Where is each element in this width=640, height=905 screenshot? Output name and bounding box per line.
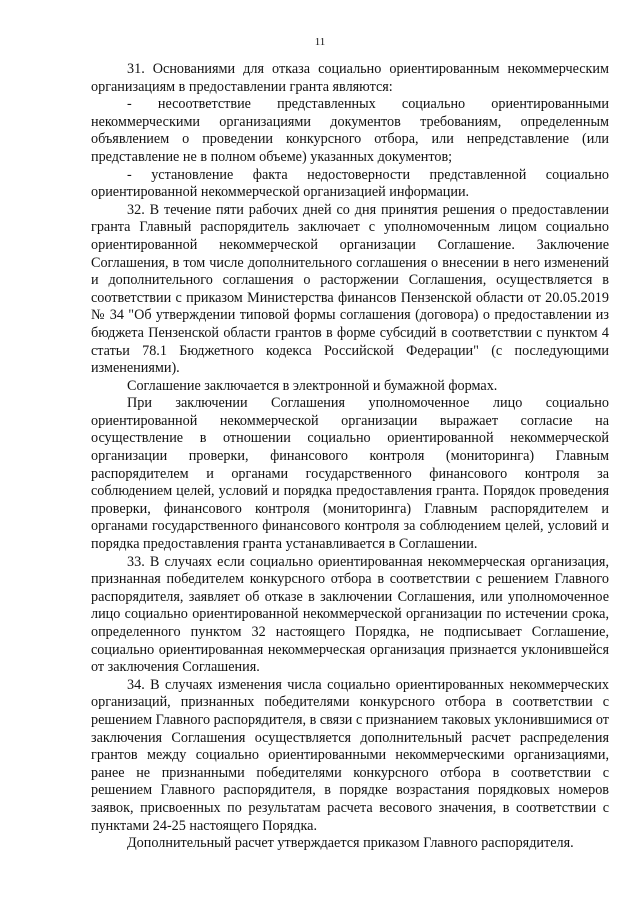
paragraph-34: 34. В случаях изменения числа социально ориентированных некоммерческих организаций, признанных победителями конкурсного отбора в соответствии с решением Главного распорядителя, в связи с признанием таковых уклонившимися от заключения Соглашения осуществляется дополнительный расчет распределения грантов между социально ориентированными некоммерческими организациями, ранее не признанными победителями конкурсного отбора в соответствии с решением Главного распорядителя, в порядке возрастания порядковых номеров заявок, присвоенных по результатам расчета весового значения, в соответствии с пунктами 24-25 настоящего Порядка. <box>91 676 609 834</box>
paragraph-agreement-consent: При заключении Соглашения уполномоченное лицо социально ориентированной некоммерческой организации выражает согласие на осуществление в отношении социально ориентированной некоммерческой организации проверки, финансового контроля (мониторинга) Главным распорядителем и органами государственного финансового контроля за соблюдением целей, условий и порядка предоставления гранта. Порядок проведения проверки, финансового контроля (мониторинга) Главным распорядителем и органами государственного финансового контроля за соблюдением целей, условий и порядка предоставления гранта устанавливается в Соглашении. <box>91 395 609 553</box>
paragraph-31: 31. Основаниями для отказа социально ориентированным некоммерческим организациям в предоставлении гранта являются: <box>91 61 609 95</box>
paragraph-32: 32. В течение пяти рабочих дней со дня принятия решения о предоставлении гранта Главный распорядитель заключает с уполномоченным лицом социально ориентированной некоммерческой организации Соглашение. Заключение Соглашения, в том числе дополнительного соглашения о внесении в него изменений и дополнительного соглашения о расторжении Соглашения, осуществляется в соответствии с приказом Министерства финансов Пензенской области от 20.05.2019 № 34 "Об утверждении типовой формы соглашения (договора) о предоставлении из бюджета Пензенской области грантов в форме субсидий в соответствии с пунктом 4 статьи 78.1 Бюджетного кодекса Российской Федерации" (с последующими изменениями). <box>91 201 609 377</box>
list-item-nonconformity: - несоответствие представленных социально ориентированными некоммерческими организациями документов требованиям, определенным объявлением о проведении конкурсного отбора, или непредставление (или представление не в полном объеме) указанных документов; <box>91 96 609 165</box>
paragraph-agreement-forms: Соглашение заключается в электронной и бумажной формах. <box>127 377 498 394</box>
paragraph-33: 33. В случаях если социально ориентированная некоммерческая организация, признанная победителем конкурсного отбора в соответствии с решением Главного распорядителя, заявляет об отказе в заключении Соглашения, или уполномоченное лицо социально ориентированной некоммерческой организации по истечении срока, определенного пунктом 32 настоящего Порядка, не подписывает Соглашение, социально ориентированная некоммерческая организация признается уклонившейся от заключения Соглашения. <box>91 553 609 676</box>
paragraph-additional-calculation: Дополнительный расчет утверждается приказом Главного распорядителя. <box>127 835 574 852</box>
list-item-false-information: - установление факта недостоверности представленной социально ориентированной некоммерческой организацией информации. <box>91 166 609 201</box>
document-body <box>91 61 609 853</box>
page-number: 11 <box>314 36 326 48</box>
